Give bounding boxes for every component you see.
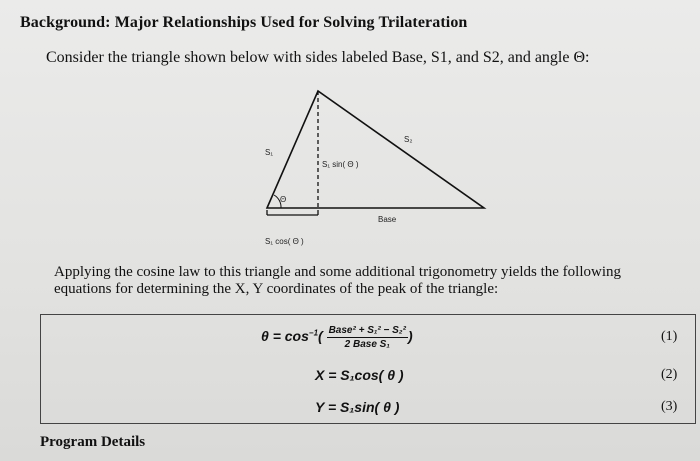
explanation-paragraph: Applying the cosine law to this triangle and some additional trigonometry yields the following equations for determining the X, Y coordinates of the peak of the triangle: — [54, 264, 621, 297]
equation-1-fraction — [327, 325, 408, 350]
triangle-shape — [267, 91, 484, 208]
fraction-denominator: 2 Base S₁ — [344, 339, 390, 350]
label-projection: S₁ cos( Θ ) — [265, 237, 304, 246]
equation-1: $\theta = \cos^{-1}$( $\frac{\text{Base² + S₁² − S₂²}}{\text{2 Base S₁}}$ ) — [261, 325, 413, 350]
label-s1: S₁ — [265, 148, 274, 157]
label-angle: Θ — [280, 195, 287, 204]
fraction-numerator: Base² + S₁² − S₂² — [328, 325, 406, 336]
label-s2: S₂ — [404, 135, 413, 144]
equation-2-number: (2) — [661, 367, 678, 382]
label-base: Base — [378, 215, 397, 224]
section-title: Background: Major Relationships Used for Solving Trilateration — [20, 14, 468, 31]
label-height: S₁ sin( Θ ) — [322, 160, 359, 169]
equation-box — [40, 314, 696, 424]
equation-3-number: (3) — [661, 399, 678, 414]
equation-1-number: (1) — [661, 329, 678, 344]
equation-2: X = S₁cos( θ ) — [315, 367, 404, 383]
program-details-heading: Program Details — [40, 434, 146, 450]
intro-text: Consider the triangle shown below with sides labeled Base, S1, and S2, and angle Θ: — [46, 49, 590, 66]
equation-3: Y = S₁sin( θ ) — [315, 399, 400, 415]
